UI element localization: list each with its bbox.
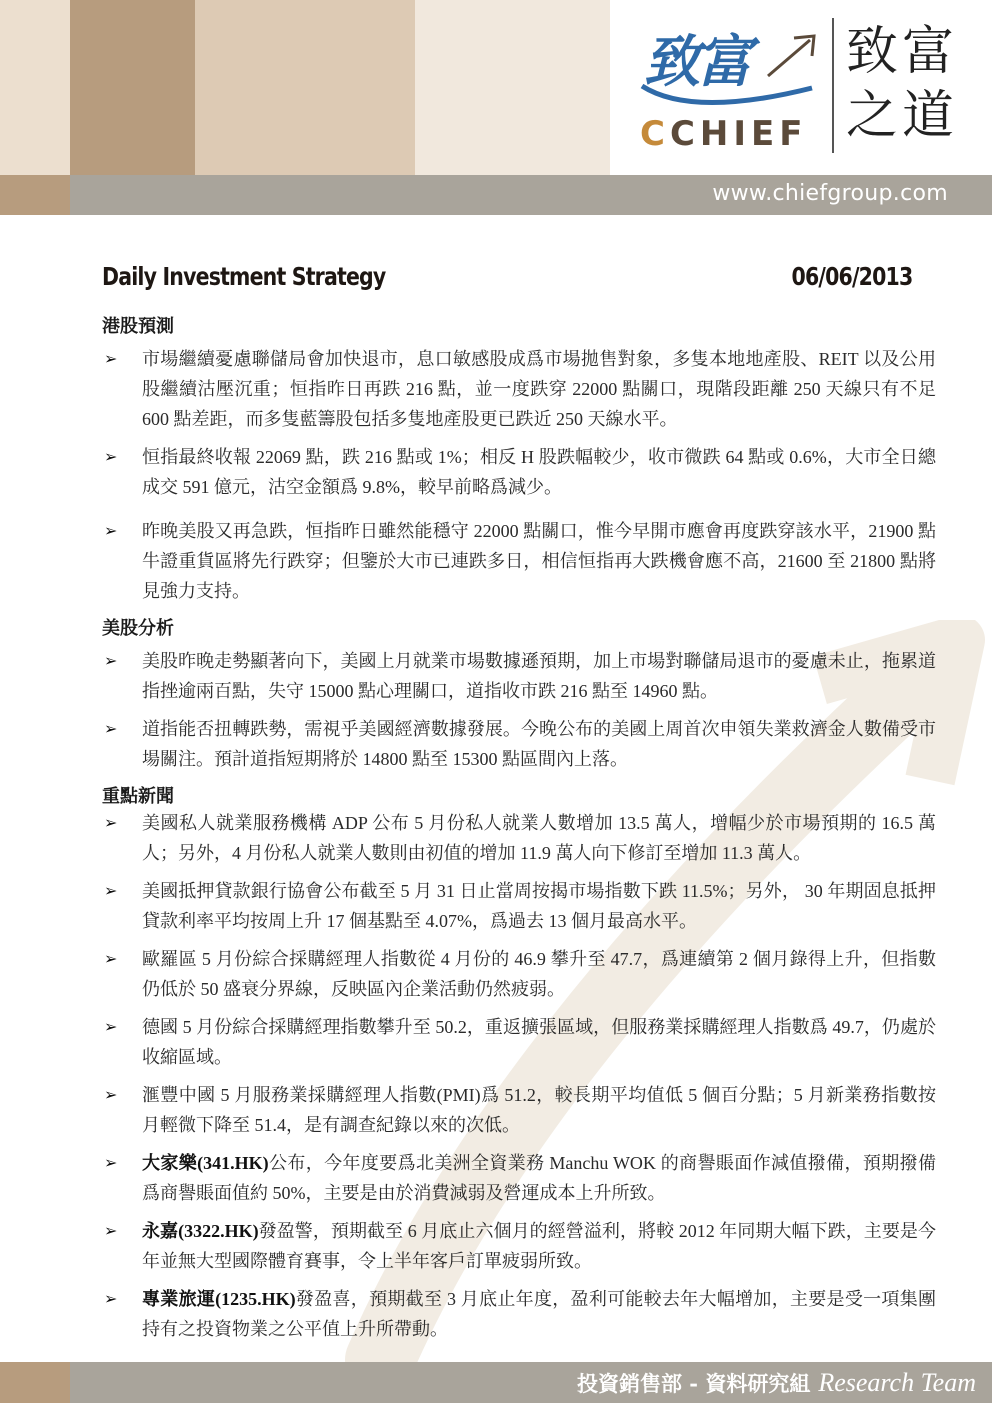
page-footer (0, 1362, 992, 1403)
list-item (102, 344, 936, 434)
list-item (102, 516, 936, 606)
arrow-bullet-icon: ➢ (104, 1017, 118, 1036)
bullet-text: 公布，今年度要爲北美洲全資業務 Manchu WOK 的商譽賬面作減值撥備，預期撥備爲商譽賬面值約 50%，主要是由於消費減弱及營運成本上升所致。 (142, 1153, 936, 1203)
header-block (70, 0, 195, 175)
logo-cn-line1: 致富 (846, 22, 959, 82)
bullet-text: 道指能否扭轉跌勢，需視乎美國經濟數據發展。今晚公布的美國上周首次申領失業救濟金人數備受市場關注。預計道指短期將於 14800 點至 15300 點區間內上落。 (142, 719, 936, 769)
page-header (0, 0, 992, 215)
bullet-list (102, 344, 936, 606)
footer-department: 投資銷售部 - 資料研究組 (576, 1371, 811, 1396)
bullet-text: 美股昨晚走勢顯著向下，美國上月就業市場數據遜預期，加上市場對聯儲局退市的憂慮未止，拖累道指挫逾兩百點，失守 15000 點心理關口，道指收市跌 216 點至 14960 點。 (142, 651, 936, 701)
logo-brand-text: CHIEF (669, 114, 808, 154)
logo-chinese (846, 20, 958, 148)
list-item (102, 714, 936, 774)
logo-swoosh-icon (632, 78, 822, 118)
chief-logo (632, 18, 972, 163)
footer-block (0, 1362, 70, 1403)
bullet-text: 昨晚美股又再急跌，恒指昨日雖然能穩守 22000 點關口，惟今早開市應會再度跌穿該水平，21900 點牛證重貨區將先行跌穿；但鑒於大市已連跌多日，相信恒指再大跌機會應不高，21600 至 21800 點將見強力支持。 (142, 521, 936, 601)
section-hk-forecast (102, 312, 936, 606)
bullet-text: 恒指最終收報 22069 點，跌 216 點或 1%；相反 H 股跌幅較少，收市微跌 64 點或 0.6%，大市全日總成交 591 億元，沽空金額爲 9.8%，較早前略爲減少。 (142, 447, 936, 497)
bullet-text: 德國 5 月份綜合採購經理指數攀升至 50.2，重返擴張區域，但服務業採購經理人指數爲 49.7，仍處於收縮區域。 (142, 1017, 936, 1067)
arrow-bullet-icon: ➢ (104, 1289, 118, 1308)
arrow-bullet-icon: ➢ (104, 813, 118, 832)
footer-team: Research Team (818, 1368, 976, 1397)
logo-divider (832, 18, 834, 153)
list-item (102, 1284, 936, 1344)
section-us-analysis (102, 614, 936, 774)
list-item (102, 1080, 936, 1140)
list-item (102, 646, 936, 706)
company-name: 專業旅運(1235.HK) (142, 1289, 296, 1309)
bullet-text: 發盈警，預期截至 6 月底止六個月的經營溢利，將較 2012 年同期大幅下跌，主要是今年並無大型國際體育賽事，令上半年客戶訂單疲弱所致。 (142, 1221, 936, 1271)
logo-cn-line2: 之道 (846, 86, 959, 146)
arrow-bullet-icon: ➢ (104, 349, 118, 368)
section-heading: 重點新聞 (102, 786, 174, 807)
footer-credit (577, 1368, 976, 1398)
arrow-bullet-icon: ➢ (104, 1085, 118, 1104)
list-item (102, 1216, 936, 1276)
logo-c-mark: C (640, 114, 670, 154)
header-block (0, 0, 70, 175)
list-item (102, 1012, 936, 1072)
company-name: 大家樂(341.HK) (142, 1153, 269, 1173)
logo-brush-text: 致富 (644, 29, 748, 95)
arrow-bullet-icon: ➢ (104, 521, 118, 540)
bullet-text: 歐羅區 5 月份綜合採購經理人指數從 4 月份的 46.9 攀升至 47.7，爲連續第 2 個月錄得上升，但指數仍低於 50 盛衰分界線，反映區內企業活動仍然疲弱。 (142, 949, 936, 999)
company-name: 永嘉(3322.HK) (142, 1221, 259, 1241)
bullet-text: 美國私人就業服務機構 ADP 公布 5 月份私人就業人數增加 13.5 萬人，增幅少於市場預期的 16.5 萬人；另外，4 月份私人就業人數則由初值的增加 11.9 萬人向下修訂至增加 11.3 萬人。 (142, 813, 936, 863)
list-item (102, 944, 936, 1004)
bullet-text: 美國抵押貸款銀行協會公布截至 5 月 31 日止當周按揭市場指數下跌 11.5%；另外， 30 年期固息抵押貸款利率平均按周上升 17 個基點至 4.07%，爲過去 13 個月最高水平。 (142, 881, 936, 931)
report-body (102, 312, 936, 1352)
report-date: 06/06/2013 (791, 262, 912, 291)
arrow-bullet-icon: ➢ (104, 719, 118, 738)
bullet-list (102, 808, 936, 1344)
section-heading: 港股預測 (102, 316, 174, 337)
logo-arrow-icon (764, 32, 824, 82)
bullet-list (102, 646, 936, 774)
arrow-bullet-icon: ➢ (104, 1153, 118, 1172)
list-item (102, 1148, 936, 1208)
section-key-news (102, 782, 936, 1344)
arrow-bullet-icon: ➢ (104, 651, 118, 670)
header-block (415, 0, 610, 175)
header-band (0, 175, 70, 215)
bullet-text: 市場繼續憂慮聯儲局會加快退市，息口敏感股成爲市場拋售對象，多隻本地地產股、REIT 以及公用股繼續沽壓沉重；恒指昨日再跌 216 點，並一度跌穿 22000 點關口，現階段距離 250 天線只有不足 600 點差距，而多隻藍籌股包括多隻地產股更已跌近 250 天線水平。 (142, 349, 936, 429)
header-block (195, 0, 415, 175)
bullet-text: 發盈喜，預期截至 3 月底止年度，盈利可能較去年大幅增加，主要是受一項集團持有之投資物業之公平值上升所帶動。 (142, 1289, 936, 1339)
list-item (102, 442, 936, 502)
list-item (102, 876, 936, 936)
arrow-bullet-icon: ➢ (104, 949, 118, 968)
report-title: Daily Investment Strategy (102, 262, 386, 291)
website-link[interactable]: www.chiefgroup.com (712, 181, 948, 206)
list-item (102, 808, 936, 868)
logo-brand (640, 114, 807, 154)
arrow-bullet-icon: ➢ (104, 1221, 118, 1240)
section-heading: 美股分析 (102, 618, 174, 639)
bullet-text: 滙豐中國 5 月服務業採購經理人指數(PMI)爲 51.2，較長期平均值低 5 個百分點；5 月新業務指數按月輕微下降至 51.4，是有調查紀錄以來的次低。 (142, 1085, 936, 1135)
arrow-bullet-icon: ➢ (104, 881, 118, 900)
arrow-bullet-icon: ➢ (104, 447, 118, 466)
